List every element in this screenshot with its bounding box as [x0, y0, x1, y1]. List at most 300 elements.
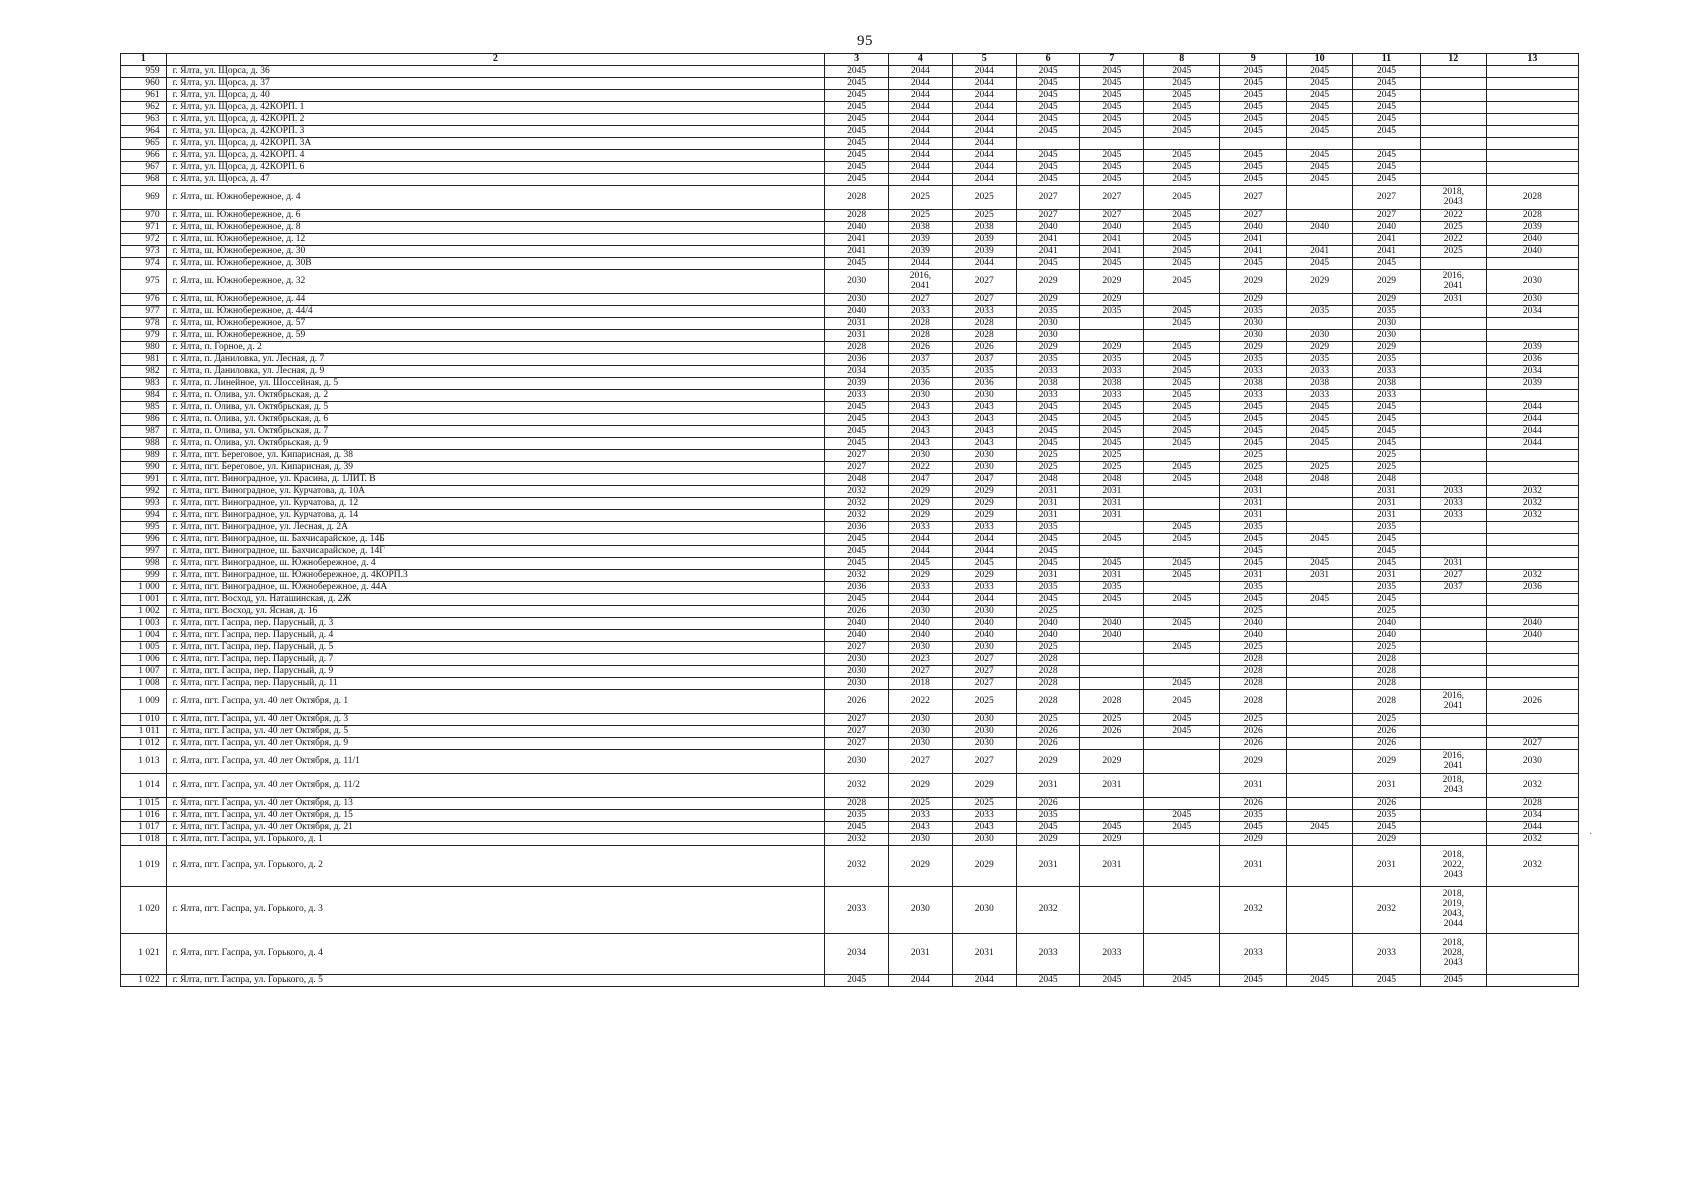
year-cell: 2045	[825, 90, 889, 102]
address-cell: г. Ялта, ш. Южнобережное, д. 12	[166, 234, 825, 246]
table-row	[121, 522, 1579, 534]
year-cell: 2045	[1287, 174, 1353, 186]
year-cell: 2029	[1080, 294, 1144, 306]
year-cell: 2032	[1486, 570, 1578, 582]
year-cell: 2025	[1353, 462, 1421, 474]
year-cell: 2045	[1220, 822, 1287, 834]
year-cell: 2041	[1080, 246, 1144, 258]
column-header-5: 5	[952, 54, 1016, 66]
year-cell: 2045	[1144, 570, 1220, 582]
year-cell	[1486, 90, 1578, 102]
year-cell: 2045	[1144, 618, 1220, 630]
year-cell: 2044	[952, 174, 1016, 186]
year-cell: 2029	[1287, 342, 1353, 354]
year-cell: 2029	[952, 510, 1016, 522]
year-cell: 2045	[825, 402, 889, 414]
year-cell	[1486, 102, 1578, 114]
year-cell: 2039	[1486, 342, 1578, 354]
year-cell	[1287, 606, 1353, 618]
year-cell: 2040	[1016, 630, 1080, 642]
table-row	[121, 150, 1579, 162]
year-cell: 2041	[1220, 234, 1287, 246]
year-cell: 2033	[1080, 390, 1144, 402]
year-cell: 2045	[1016, 594, 1080, 606]
year-cell: 2035	[1016, 582, 1080, 594]
year-cell	[1486, 666, 1578, 678]
address-cell: г. Ялта, п. Горное, д. 2	[166, 342, 825, 354]
address-cell: г. Ялта, пгт. Гаспра, ул. 40 лет Октября, д. 1	[166, 690, 825, 714]
year-cell: 2045	[1144, 222, 1220, 234]
table-row	[121, 270, 1579, 294]
year-cell: 2045	[1353, 822, 1421, 834]
year-cell: 2025	[1420, 246, 1486, 258]
column-header-6: 6	[1016, 54, 1080, 66]
year-cell: 2033	[1420, 510, 1486, 522]
table-row	[121, 114, 1579, 126]
year-cell: 2037	[889, 354, 953, 366]
year-cell: 2047	[889, 474, 953, 486]
year-cell: 2031	[1220, 846, 1287, 887]
year-cell: 2045	[825, 114, 889, 126]
row-number-cell: 986	[121, 414, 167, 426]
year-cell: 2039	[889, 234, 953, 246]
year-cell	[1080, 798, 1144, 810]
row-number-cell: 962	[121, 102, 167, 114]
year-cell: 2045	[1287, 594, 1353, 606]
year-cell: 2045	[1016, 114, 1080, 126]
year-cell: 2045	[1144, 366, 1220, 378]
table-row	[121, 354, 1579, 366]
year-cell: 2032	[825, 846, 889, 887]
year-cell	[1287, 498, 1353, 510]
year-cell: 2045	[1080, 426, 1144, 438]
year-cell: 2026	[1353, 738, 1421, 750]
address-cell: г. Ялта, п. Олива, ул. Октябрьская, д. 5	[166, 402, 825, 414]
year-cell: 2045	[1220, 975, 1287, 987]
year-cell	[1287, 774, 1353, 798]
table-row	[121, 306, 1579, 318]
table-row	[121, 714, 1579, 726]
year-cell: 2029	[889, 570, 953, 582]
year-cell	[1420, 450, 1486, 462]
year-cell: 2030	[952, 887, 1016, 934]
year-cell: 2045	[1144, 378, 1220, 390]
year-cell: 2048	[1353, 474, 1421, 486]
year-cell: 2045	[1016, 258, 1080, 270]
year-cell	[1420, 66, 1486, 78]
year-cell: 2045	[825, 534, 889, 546]
year-cell: 2031	[1080, 846, 1144, 887]
year-cell: 2044	[1486, 438, 1578, 450]
year-cell: 2031	[1016, 510, 1080, 522]
row-number-cell: 960	[121, 78, 167, 90]
year-cell: 2044	[1486, 414, 1578, 426]
year-cell: 2025	[1420, 222, 1486, 234]
year-cell: 2037	[952, 354, 1016, 366]
year-cell: 2028	[952, 318, 1016, 330]
year-cell: 2045	[825, 414, 889, 426]
year-cell: 2045	[1016, 426, 1080, 438]
year-cell: 2045	[1016, 402, 1080, 414]
year-cell: 2035	[1080, 582, 1144, 594]
year-cell: 2040	[1486, 618, 1578, 630]
year-cell	[1486, 934, 1578, 975]
year-cell	[1420, 114, 1486, 126]
row-number-cell: 979	[121, 330, 167, 342]
year-cell	[1486, 150, 1578, 162]
row-number-cell: 963	[121, 114, 167, 126]
year-cell: 2032	[1486, 498, 1578, 510]
address-cell: г. Ялта, пгт. Гаспра, ул. 40 лет Октября, д. 21	[166, 822, 825, 834]
year-cell: 2032	[1486, 846, 1578, 887]
year-cell: 2035	[1016, 306, 1080, 318]
address-cell: г. Ялта, ул. Щорса, д. 37	[166, 78, 825, 90]
year-cell: 2045	[1016, 174, 1080, 186]
year-cell: 2033	[1220, 390, 1287, 402]
address-cell: г. Ялта, ш. Южнобережное, д. 44/4	[166, 306, 825, 318]
address-cell: г. Ялта, пгт. Гаспра, ул. Горького, д. 4	[166, 934, 825, 975]
year-cell: 2044	[952, 66, 1016, 78]
year-cell: 2025	[952, 690, 1016, 714]
year-cell: 2040	[1486, 630, 1578, 642]
year-cell	[1287, 210, 1353, 222]
year-cell: 2032	[825, 570, 889, 582]
year-cell: 2030	[1486, 750, 1578, 774]
table-row	[121, 570, 1579, 582]
year-cell: 2038	[1016, 378, 1080, 390]
year-cell: 2032	[825, 486, 889, 498]
year-cell: 2045	[1016, 102, 1080, 114]
year-cell: 2038	[952, 222, 1016, 234]
year-cell: 2045	[1287, 90, 1353, 102]
table-row	[121, 810, 1579, 822]
table-row	[121, 846, 1579, 887]
row-number-cell: 974	[121, 258, 167, 270]
address-cell: г. Ялта, пгт. Виноградное, ш. Бахчисарайское, д. 14Г	[166, 546, 825, 558]
year-cell: 2025	[1016, 462, 1080, 474]
table-row	[121, 390, 1579, 402]
year-cell: 2045	[1287, 558, 1353, 570]
row-number-cell: 981	[121, 354, 167, 366]
year-cell: 2043	[889, 414, 953, 426]
year-cell: 2035	[952, 366, 1016, 378]
year-cell	[1144, 294, 1220, 306]
year-cell: 2035	[889, 366, 953, 378]
year-cell: 2040	[1287, 222, 1353, 234]
table-row	[121, 174, 1579, 186]
row-number-cell: 985	[121, 402, 167, 414]
year-cell: 2045	[825, 162, 889, 174]
year-cell: 2029	[1287, 270, 1353, 294]
year-cell: 2039	[952, 234, 1016, 246]
year-cell: 2045	[1287, 162, 1353, 174]
year-cell	[1287, 294, 1353, 306]
year-cell: 2025	[1353, 642, 1421, 654]
year-cell: 2045	[889, 558, 953, 570]
year-cell: 2040	[825, 222, 889, 234]
year-cell: 2030	[1016, 330, 1080, 342]
table-row	[121, 726, 1579, 738]
year-cell: 2045	[1144, 558, 1220, 570]
year-cell	[1420, 354, 1486, 366]
year-cell: 2045	[1080, 162, 1144, 174]
year-cell: 2029	[1080, 270, 1144, 294]
year-cell: 2032	[1486, 510, 1578, 522]
table-row	[121, 162, 1579, 174]
year-cell	[1287, 726, 1353, 738]
row-number-cell: 966	[121, 150, 167, 162]
year-cell: 2031	[1353, 570, 1421, 582]
address-cell: г. Ялта, пгт. Гаспра, ул. Горького, д. 5	[166, 975, 825, 987]
year-cell	[1486, 546, 1578, 558]
year-cell: 2045	[825, 102, 889, 114]
address-cell: г. Ялта, п. Олива, ул. Октябрьская, д. 6	[166, 414, 825, 426]
row-number-cell: 970	[121, 210, 167, 222]
year-cell	[1420, 126, 1486, 138]
table-row	[121, 294, 1579, 306]
table-row	[121, 234, 1579, 246]
year-cell: 2030	[889, 450, 953, 462]
row-number-cell: 992	[121, 486, 167, 498]
year-cell: 2043	[952, 414, 1016, 426]
row-number-cell: 990	[121, 462, 167, 474]
year-cell: 2044	[889, 975, 953, 987]
address-cell: г. Ялта, пгт. Гаспра, пер. Парусный, д. 3	[166, 618, 825, 630]
year-cell: 2026	[1016, 738, 1080, 750]
year-cell: 2038	[1353, 378, 1421, 390]
table-row	[121, 210, 1579, 222]
year-cell: 2041	[1353, 234, 1421, 246]
year-cell: 2045	[1144, 534, 1220, 546]
year-cell: 2045	[1144, 438, 1220, 450]
year-cell: 2025	[1220, 462, 1287, 474]
year-cell: 2033	[1080, 366, 1144, 378]
year-cell	[1420, 522, 1486, 534]
address-cell: г. Ялта, ул. Щорса, д. 42КОРП. 3А	[166, 138, 825, 150]
year-cell: 2044	[889, 66, 953, 78]
row-number-cell: 1 020	[121, 887, 167, 934]
year-cell: 2026	[1016, 798, 1080, 810]
year-cell	[1287, 642, 1353, 654]
year-cell: 2045	[1353, 66, 1421, 78]
year-cell: 2025	[889, 186, 953, 210]
year-cell: 2030	[825, 654, 889, 666]
year-cell	[1287, 846, 1353, 887]
year-cell: 2031	[1220, 486, 1287, 498]
table-row	[121, 66, 1579, 78]
year-cell: 2044	[952, 150, 1016, 162]
year-cell: 2044	[952, 258, 1016, 270]
row-number-cell: 1 017	[121, 822, 167, 834]
year-cell: 2028	[1220, 666, 1287, 678]
year-cell: 2031	[1420, 558, 1486, 570]
year-cell: 2045	[1144, 594, 1220, 606]
year-cell: 2045	[1080, 126, 1144, 138]
year-cell: 2039	[825, 378, 889, 390]
year-cell: 2031	[1220, 570, 1287, 582]
year-cell: 2041	[825, 246, 889, 258]
year-cell	[1080, 887, 1144, 934]
year-cell: 2035	[1016, 354, 1080, 366]
address-cell: г. Ялта, п. Линейное, ул. Шоссейная, д. 5	[166, 378, 825, 390]
row-number-cell: 977	[121, 306, 167, 318]
address-cell: г. Ялта, ш. Южнобережное, д. 57	[166, 318, 825, 330]
column-header-12: 12	[1420, 54, 1486, 66]
year-cell: 2031	[1353, 486, 1421, 498]
year-cell: 2032	[1486, 834, 1578, 846]
year-cell	[1486, 606, 1578, 618]
year-cell: 2027	[1486, 738, 1578, 750]
year-cell: 2044	[889, 174, 953, 186]
year-cell: 2030	[952, 606, 1016, 618]
year-cell: 2029	[1080, 750, 1144, 774]
year-cell: 2040	[825, 306, 889, 318]
year-cell: 2045	[1287, 78, 1353, 90]
year-cell	[1420, 534, 1486, 546]
address-cell: г. Ялта, пгт. Гаспра, ул. Горького, д. 1	[166, 834, 825, 846]
year-cell: 2045	[1353, 258, 1421, 270]
year-cell: 2045	[1144, 102, 1220, 114]
year-cell	[1486, 126, 1578, 138]
year-cell	[1486, 726, 1578, 738]
year-cell	[1420, 378, 1486, 390]
year-cell: 2045	[1144, 258, 1220, 270]
row-number-cell: 993	[121, 498, 167, 510]
year-cell: 2045	[825, 438, 889, 450]
table-body	[121, 66, 1579, 987]
year-cell: 2025	[1080, 462, 1144, 474]
address-cell: г. Ялта, пгт. Гаспра, пер. Парусный, д. 9	[166, 666, 825, 678]
year-cell	[1420, 726, 1486, 738]
year-cell: 2031	[1353, 510, 1421, 522]
year-cell: 2041	[1220, 246, 1287, 258]
row-number-cell: 1 016	[121, 810, 167, 822]
year-cell: 2016, 2041	[889, 270, 953, 294]
year-cell: 2029	[1220, 270, 1287, 294]
year-cell: 2032	[1353, 887, 1421, 934]
year-cell: 2045	[1287, 402, 1353, 414]
year-cell: 2045	[1287, 426, 1353, 438]
year-cell: 2041	[1353, 246, 1421, 258]
year-cell: 2040	[1353, 618, 1421, 630]
year-cell	[1080, 738, 1144, 750]
year-cell: 2033	[1220, 934, 1287, 975]
year-cell: 2045	[1353, 162, 1421, 174]
year-cell: 2028	[889, 330, 953, 342]
address-cell: г. Ялта, пгт. Гаспра, ул. 40 лет Октября, д. 3	[166, 714, 825, 726]
row-number-cell: 968	[121, 174, 167, 186]
year-cell: 2036	[889, 378, 953, 390]
year-cell: 2027	[952, 666, 1016, 678]
year-cell: 2044	[889, 594, 953, 606]
year-cell: 2036	[1486, 354, 1578, 366]
year-cell: 2036	[952, 378, 1016, 390]
year-cell: 2044	[889, 162, 953, 174]
year-cell: 2030	[889, 738, 953, 750]
year-cell: 2045	[825, 594, 889, 606]
row-number-cell: 995	[121, 522, 167, 534]
table-row	[121, 510, 1579, 522]
year-cell: 2041	[1016, 234, 1080, 246]
year-cell	[1287, 750, 1353, 774]
year-cell	[1420, 342, 1486, 354]
address-cell: г. Ялта, пгт. Виноградное, ш. Южнобережное, д. 4КОРП.3	[166, 570, 825, 582]
row-number-cell: 1 013	[121, 750, 167, 774]
year-cell: 2045	[825, 975, 889, 987]
year-cell: 2035	[1353, 522, 1421, 534]
year-cell: 2045	[1080, 558, 1144, 570]
year-cell: 2045	[1353, 174, 1421, 186]
year-cell: 2045	[1353, 438, 1421, 450]
year-cell: 2031	[1016, 570, 1080, 582]
year-cell: 2045	[1016, 822, 1080, 834]
year-cell: 2048	[1287, 474, 1353, 486]
year-cell: 2030	[889, 390, 953, 402]
table-row	[121, 738, 1579, 750]
year-cell: 2044	[952, 102, 1016, 114]
year-cell: 2031	[1080, 570, 1144, 582]
year-cell: 2027	[1353, 186, 1421, 210]
address-cell: г. Ялта, ул. Щорса, д. 42КОРП. 3	[166, 126, 825, 138]
year-cell	[1144, 630, 1220, 642]
year-cell: 2031	[1016, 486, 1080, 498]
year-cell: 2043	[952, 822, 1016, 834]
address-cell: г. Ялта, ул. Щорса, д. 36	[166, 66, 825, 78]
year-cell: 2026	[1220, 726, 1287, 738]
year-cell: 2045	[1080, 975, 1144, 987]
year-cell: 2045	[1220, 534, 1287, 546]
year-cell: 2033	[1016, 390, 1080, 402]
year-cell: 2045	[1353, 78, 1421, 90]
year-cell: 2029	[1080, 834, 1144, 846]
year-cell: 2029	[1016, 750, 1080, 774]
table-row	[121, 330, 1579, 342]
year-cell	[1080, 606, 1144, 618]
table-row	[121, 594, 1579, 606]
year-cell	[1144, 774, 1220, 798]
year-cell: 2044	[889, 258, 953, 270]
year-cell: 2026	[1220, 798, 1287, 810]
table-row	[121, 834, 1579, 846]
address-cell: г. Ялта, пгт. Гаспра, пер. Парусный, д. 4	[166, 630, 825, 642]
table-row	[121, 78, 1579, 90]
row-number-cell: 1 001	[121, 594, 167, 606]
address-cell: г. Ялта, п. Даниловка, ул. Лесная, д. 7	[166, 354, 825, 366]
year-cell: 2038	[1287, 378, 1353, 390]
year-cell: 2030	[952, 390, 1016, 402]
column-header-8: 8	[1144, 54, 1220, 66]
address-cell: г. Ялта, пгт. Виноградное, ул. Курчатова, д. 12	[166, 498, 825, 510]
year-cell: 2029	[1353, 750, 1421, 774]
year-cell: 2045	[1016, 414, 1080, 426]
year-cell: 2045	[1080, 90, 1144, 102]
year-cell: 2045	[1220, 414, 1287, 426]
year-cell	[1420, 546, 1486, 558]
address-cell: г. Ялта, пгт. Береговое, ул. Кипарисная, д. 39	[166, 462, 825, 474]
year-cell: 2045	[1144, 66, 1220, 78]
year-cell: 2029	[889, 846, 953, 887]
year-cell: 2048	[1220, 474, 1287, 486]
year-cell	[1144, 834, 1220, 846]
year-cell	[1144, 798, 1220, 810]
year-cell: 2035	[1353, 306, 1421, 318]
year-cell: 2045	[1144, 162, 1220, 174]
year-cell: 2045	[1287, 150, 1353, 162]
year-cell	[1486, 114, 1578, 126]
year-cell: 2044	[889, 90, 953, 102]
row-number-cell: 988	[121, 438, 167, 450]
year-cell	[1144, 138, 1220, 150]
